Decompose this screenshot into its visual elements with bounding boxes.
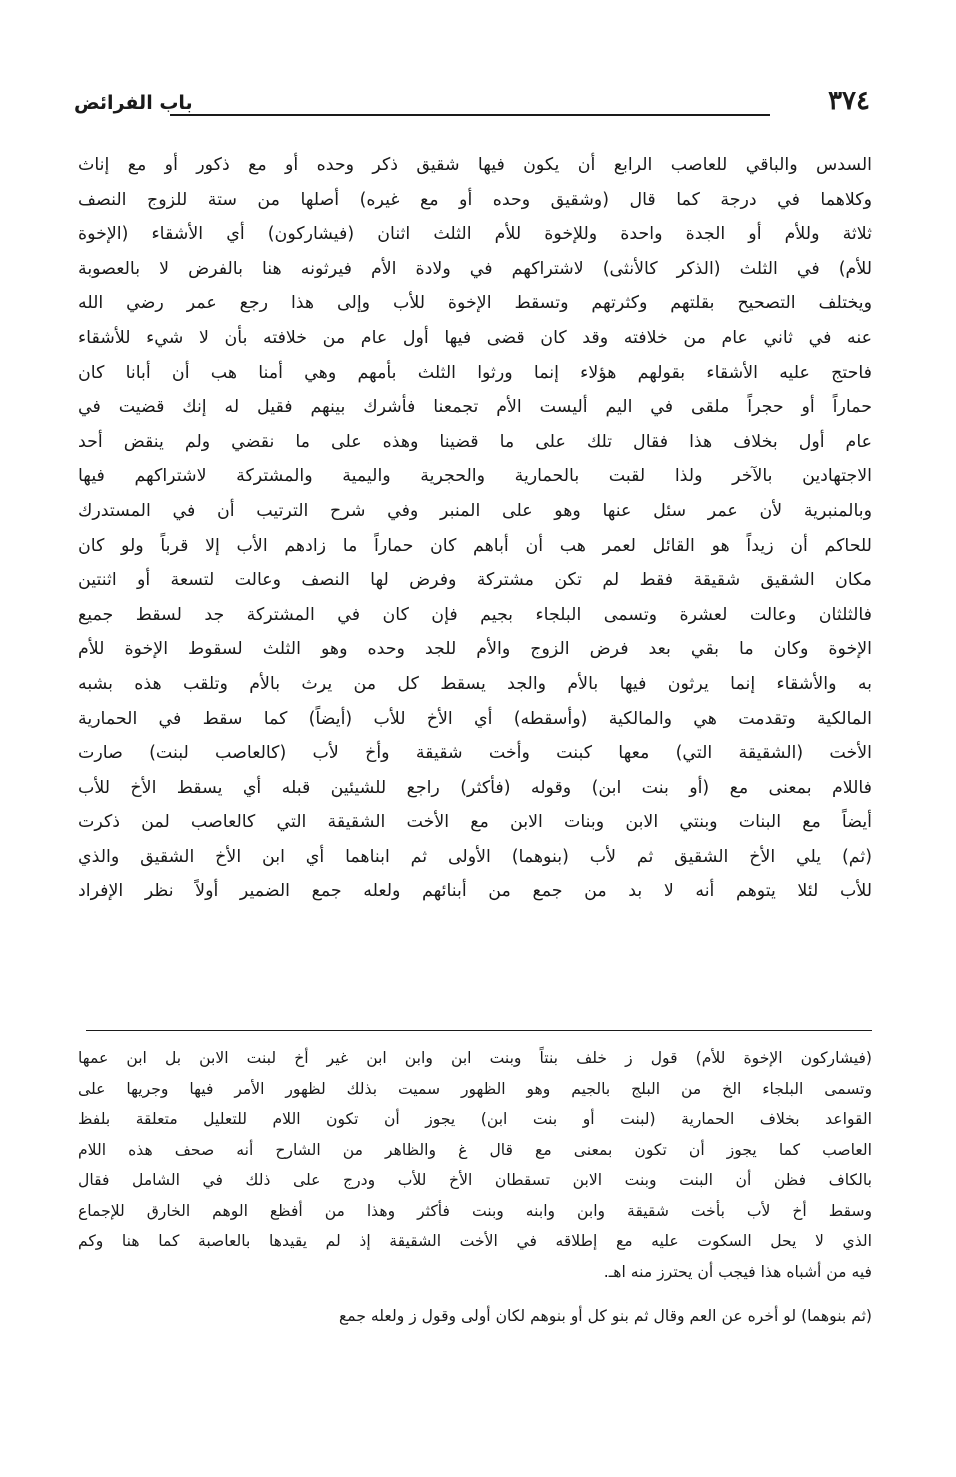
text-line: ثلاثة وللأم أو الجدة واحدة وللإخوة للأم الثلث اثنان (فيشاركون) أي الأشقاء (الإخوة (78, 224, 872, 245)
text-line: ويختلف التصحيح بقلتهم وكثرتهم وتسقط الإخوة للأب وإلى هذا رجع عمر رضي الله (78, 293, 872, 314)
footnote-line: (ثم بنوهما) لو أخره عن العم وقال ثم بنو كل أو بنوهم لكان أولى وقول ز ولعله جمع (339, 1307, 872, 1325)
text-line: للحاكم أن زيداً هو القائل لعمر هب أن أباهم كان حماراً ما زادهم الأب إلا قرباً ولو كان (78, 535, 872, 556)
header-rule (170, 114, 770, 116)
footnote-line: بالكاف فظن أن البنت وبنت الابن تسقطان الأخ للأب ودرج على ذلك في الشامل فقال (78, 1171, 872, 1189)
text-line: وبالمنبرية لأن عمر سئل عنها وهو على المنبر وفي شرح الترتيب أن في المستدرك (78, 500, 872, 521)
text-line: فاحتج عليه الأشقاء بقولهم هؤلاء إنما ورثوا الثلث بأمهم وهي أمنا هب أن أبانا كان (78, 362, 872, 383)
text-line: للأم) في الثلث (الذكر كالأنثى) لاشتراكهم في ولادة الأم فيرثونه هنا بالفرض لا بالعصوبة (78, 258, 872, 279)
text-line: فالثلثان وعالت لعشرة وتسمى البلجاء بجيم فإن كان في المشتركة جد لسقط جميع (78, 604, 872, 625)
text-line: (ثم) يلي الأخ الشقيق ثم لأب (بنوهما) الأولى ثم ابناهما أي ابن الأخ الشقيق والذي (78, 846, 872, 867)
text-line: الأخت (الشقيقة التي) معها كبنت وأخت شقيقة وأخ لأب (كالعاصب لبنت) صارت (78, 743, 872, 764)
footnote-2 (78, 1301, 872, 1332)
text-line: فاللام بمعنى مع (أو بنت ابن) وقوله (فأكثر) راجع للشيئين قبله أي يسقط الأخ للأب (78, 777, 872, 798)
footnote-line: القواعد بخلاف الحمارية (لبنت أو بنت ابن) يجوز أن تكون اللام للتعليل متعلقة بلفظ (78, 1110, 872, 1128)
text-line: الاجتهادين بالآخر ولذا لقبت بالحمارية والحجرية واليمية والمشتركة لاشتراكهم فيها (78, 466, 872, 487)
section-title: باب الفرائض (74, 92, 193, 114)
footnote-line: العاصب كما يجوز أن تكون بمعنى مع قال غ والظاهر من الشارح أنه صحف هذه اللام (78, 1140, 872, 1159)
text-line: المالكية وتقدمت هي والمالكية (وأسقطه) أي الأخ للأب (أيضاً) كما سقط في الحمارية (78, 708, 872, 729)
text-line: وكلاهما في درجة كما قال (وشقيق وحده أو مع غيره) أصلها من ستة للزوج النصف (78, 189, 872, 210)
text-line: السدس والباقي للعاصب الرابع أن يكون فيها شقيق ذكر وحده أو مع ذكور أو مع إناث (78, 155, 872, 175)
page-number: ٣٧٤ (828, 86, 870, 116)
text-line: مكان الشقيق شقيقة فقط لم تكن مشتركة وفرض لها النصف وعالت لتسعة أو اثنتين (78, 570, 872, 591)
text-line: عنه في ثاني عام من خلافته وقد كان قضى فيها أول عام من خلافته بأن لا شيء للأشقاء (78, 327, 872, 348)
text-line: الإخوة وكان ما بقي بعد فرض الزوج والأم للجد وحده وهو الثلث لسقوط الإخوة للأم (78, 639, 872, 660)
text-line: به والأشقاء إنما يرثون فيها بالأم والجد يسقط كل من يرث بالأم وتلقب هذه بشبه (78, 673, 872, 694)
footnote-gap (78, 1287, 872, 1301)
footnote-1 (78, 1043, 872, 1287)
text-line: عام أول بخلاف هذا فقال تلك على ما قضينا وهذه على ما نقضي ولم ينقض أحد (78, 431, 872, 452)
text-line: حماراً أو حجراً ملقى في اليم أليست الأم تجمعنا فأشرك بينهم فقيل له إنك قضيت في (78, 397, 872, 418)
text-line: للأب لئلا يتوهم أنه لا بد من جمع من أبنائهم ولعله جمع الضمير أولاً نظر الإفراد (78, 881, 872, 902)
text-line: أيضاً مع البنات وبنتي الابن وبنات الابن مع الأخت الشقيقة التي كالعاصب لمن ذكرت (78, 812, 872, 833)
footnote-line: وسقط أخ لأب بأخت شقيقة وابن وابنه وبنت فأكثر وهذا من أفظع الوهم الخارق للإجماع (78, 1201, 872, 1220)
footnotes (78, 1043, 872, 1332)
page-header (74, 86, 870, 120)
footnote-line: الذي لا يحل السكوت عليه مع إطلاقه في الأخت الشقيقة إذ لم يقيدها بالعاصبة كما هنا وكم (78, 1232, 872, 1250)
footnote-line: وتسمى البلجاء الخ من البلج بالجيم وهو الظهور سميت بذلك لظهور الأمر فيها وجريها على (78, 1079, 872, 1098)
footnote-line: فيه من أشباه هذا فيجب أن يحترز منه اهـ. (603, 1262, 872, 1281)
footnote-line: (فيشاركون الإخوة للأم) قول ز خلف بنتاً وبنت ابن وابن ابن غير أخ لبنت الابن بل ابن عمها (78, 1049, 872, 1067)
main-text (78, 148, 872, 909)
footnote-rule (86, 1030, 872, 1031)
